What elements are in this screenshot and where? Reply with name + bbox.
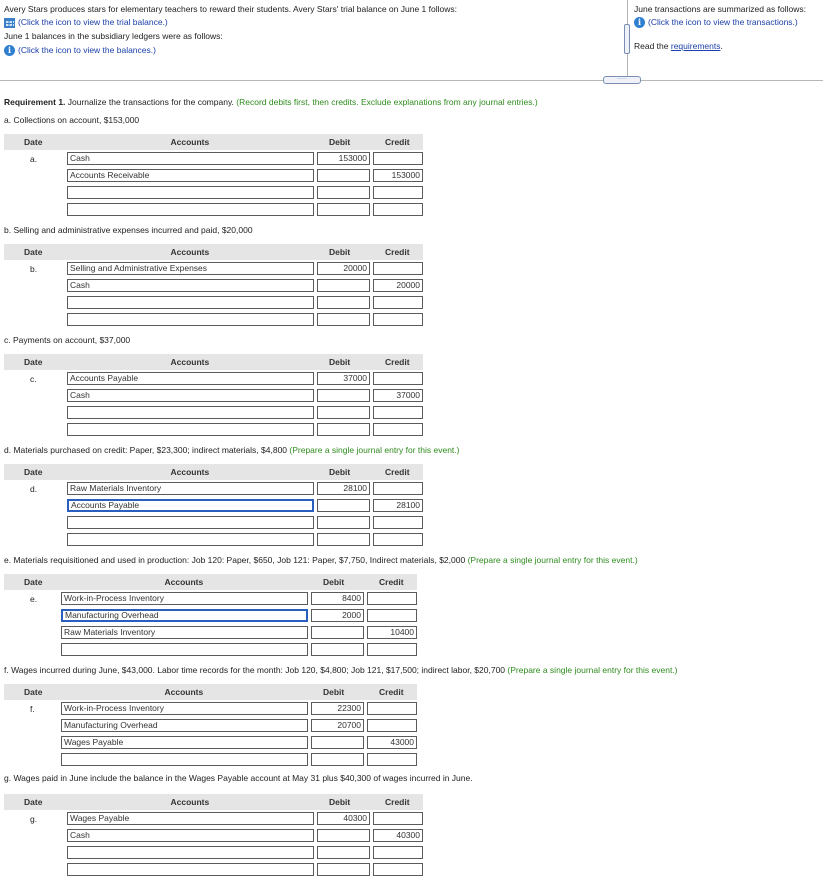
entry-prompt-text: g. Wages paid in June include the balance in the Wages Payable account at May 31 plus $40,300 of wages incurred in June. [4,773,473,783]
debit-input[interactable] [317,533,370,546]
credit-input[interactable] [367,702,417,715]
credit-input[interactable] [373,186,423,199]
debit-input[interactable]: 8400 [311,592,364,605]
account-input[interactable] [61,753,308,766]
debit-input[interactable] [317,279,370,292]
header-debit: Debit [323,687,345,697]
account-input[interactable] [67,186,314,199]
entry-prompt-note: (Prepare a single journal entry for this event.) [287,445,460,455]
credit-input[interactable]: 20000 [373,279,423,292]
header-debit: Debit [329,797,351,807]
debit-input[interactable] [311,643,364,656]
credit-input[interactable] [373,863,423,876]
credit-input[interactable]: 28100 [373,499,423,512]
entry-prompt [4,225,253,236]
header-credit: Credit [379,577,404,587]
credit-input[interactable] [373,423,423,436]
table-icon[interactable] [4,18,15,28]
balances-link[interactable]: i (Click the icon to view the balances.) [4,45,156,56]
account-input[interactable] [67,203,314,216]
credit-input[interactable]: 153000 [373,169,423,182]
debit-input[interactable] [317,203,370,216]
entry-prompt [4,445,459,456]
entry-prompt [4,115,139,126]
debit-input[interactable] [311,626,364,639]
account-input[interactable] [67,863,314,876]
requirement-line: Requirement 1. Journalize the transactions for the company. (Record debits first, then credits. Exclude explanations from any journal entries.) [4,97,538,107]
panel-resize-handle[interactable] [624,24,630,54]
credit-input[interactable]: 37000 [373,389,423,402]
info-icon[interactable]: i [4,45,15,56]
account-input[interactable] [67,423,314,436]
debit-input[interactable] [317,169,370,182]
debit-input[interactable]: 2000 [311,609,364,622]
credit-input[interactable] [367,609,417,622]
debit-input[interactable] [317,829,370,842]
credit-input[interactable] [367,592,417,605]
journal-header [4,464,423,480]
credit-input[interactable]: 10400 [367,626,417,639]
requirements-link[interactable]: requirements [670,41,721,51]
credit-input[interactable] [373,812,423,825]
transactions-link[interactable]: i (Click the icon to view the transactions.) [634,17,798,28]
credit-input[interactable] [373,313,423,326]
entry-label: c. [30,374,37,384]
header-credit: Credit [385,357,410,367]
entry-prompt-text: a. Collections on account, $153,000 [4,115,140,125]
journal-header [4,794,423,810]
credit-input[interactable] [367,753,417,766]
header-accounts: Accounts [170,797,210,807]
journal-header [4,684,417,700]
credit-input[interactable] [367,719,417,732]
header-credit: Credit [379,687,404,697]
account-input[interactable]: Raw Materials Inventory [67,482,314,495]
debit-input[interactable] [317,313,370,326]
credit-input[interactable] [373,203,423,216]
account-input[interactable] [67,846,314,859]
header-credit: Credit [385,797,410,807]
journal-header [4,574,417,590]
header-date: Date [24,357,43,367]
account-input[interactable]: Cash [67,829,314,842]
account-input[interactable]: Wages Payable [67,812,314,825]
account-input[interactable]: Cash [67,152,314,165]
entry-prompt-text: e. Materials requisitioned and used in production: Job 120: Paper, $650, Job 121: Paper, $7,750, Indirect materials, $2,000 [4,555,466,565]
header-credit: Credit [385,247,410,257]
read-requirements: Read the requirements. [634,41,723,51]
intro-text: Avery Stars produces stars for elementary teachers to reward their students. Avery Stars' trial balance on June 1 follows: [4,4,457,14]
debit-input[interactable]: 40300 [317,812,370,825]
credit-input[interactable] [373,152,423,165]
header-credit: Credit [385,137,410,147]
header-date: Date [24,467,43,477]
debit-input[interactable] [311,736,364,749]
account-input[interactable]: Selling and Administrative Expenses [67,262,314,275]
debit-input[interactable]: 37000 [317,372,370,385]
debit-input[interactable]: 22300 [311,702,364,715]
debit-input[interactable] [311,753,364,766]
credit-input[interactable] [373,482,423,495]
header-date: Date [24,137,43,147]
account-input[interactable] [61,643,308,656]
debit-input[interactable] [317,499,370,512]
credit-input[interactable]: 40300 [373,829,423,842]
account-input[interactable]: Manufacturing Overhead [61,719,308,732]
debit-input[interactable] [317,389,370,402]
account-input[interactable] [67,406,314,419]
debit-input[interactable] [317,516,370,529]
account-input[interactable] [67,516,314,529]
entry-label: b. [30,264,38,274]
credit-input[interactable] [373,533,423,546]
entry-prompt-note: (Prepare a single journal entry for this event.) [465,555,638,565]
account-input[interactable] [67,313,314,326]
header-date: Date [24,247,43,257]
debit-input[interactable] [317,296,370,309]
entry-label: a. [30,154,38,164]
header-accounts: Accounts [164,577,204,587]
header-debit: Debit [329,357,351,367]
trial-balance-link[interactable]: (Click the icon to view the trial balance.) [4,17,168,28]
entry-prompt [4,335,130,346]
credit-input[interactable] [367,643,417,656]
header-debit: Debit [329,137,351,147]
account-input[interactable]: Work-in-Process Inventory [61,702,308,715]
entry-prompt [4,773,473,784]
entry-prompt-text: b. Selling and administrative expenses incurred and paid, $20,000 [4,225,253,235]
debit-input[interactable]: 28100 [317,482,370,495]
debit-input[interactable]: 20700 [311,719,364,732]
credit-input[interactable] [373,516,423,529]
credit-input[interactable]: 43000 [367,736,417,749]
header-accounts: Accounts [170,467,210,477]
account-input[interactable]: Manufacturing Overhead [61,609,308,622]
header-accounts: Accounts [170,357,210,367]
credit-input[interactable] [373,296,423,309]
info-icon[interactable]: i [634,17,645,28]
journal-header [4,354,423,370]
journal-header [4,134,423,150]
account-input[interactable] [67,296,314,309]
debit-input[interactable] [317,846,370,859]
entry-prompt [4,665,678,676]
header-accounts: Accounts [170,137,210,147]
header-accounts: Accounts [170,247,210,257]
debit-input[interactable] [317,423,370,436]
debit-input[interactable]: 153000 [317,152,370,165]
header-debit: Debit [323,577,345,587]
credit-input[interactable] [373,262,423,275]
header-debit: Debit [329,247,351,257]
header-date: Date [24,797,43,807]
entry-label: f. [30,704,35,714]
header-credit: Credit [385,467,410,477]
journal-header [4,244,423,260]
debit-input[interactable] [317,863,370,876]
entry-label: d. [30,484,38,494]
account-input[interactable]: Accounts Receivable [67,169,314,182]
entry-label: g. [30,814,38,824]
debit-input[interactable] [317,186,370,199]
entry-prompt-text: c. Payments on account, $37,000 [4,335,131,345]
account-input[interactable] [67,533,314,546]
entry-prompt-text: d. Materials purchased on credit: Paper, $23,300; indirect materials, $4,800 [4,445,288,455]
header-date: Date [24,687,43,697]
credit-input[interactable] [373,406,423,419]
entry-prompt-note: (Prepare a single journal entry for this event.) [505,665,678,675]
account-input[interactable]: Work-in-Process Inventory [61,592,308,605]
debit-input[interactable]: 20000 [317,262,370,275]
header-date: Date [24,577,43,587]
credit-input[interactable] [373,372,423,385]
header-debit: Debit [329,467,351,477]
account-input[interactable]: Wages Payable [61,736,308,749]
account-input[interactable]: Cash [67,389,314,402]
entry-prompt [4,555,638,566]
splitter-handle[interactable]: ····· [603,76,641,84]
entry-label: e. [30,594,38,604]
debit-input[interactable] [317,406,370,419]
account-input[interactable]: Cash [67,279,314,292]
entry-prompt-text: f. Wages incurred during June, $43,000. Labor time records for the month: Job 120, $4,800; Job 121, $17,500; indirect labor, $20,700 [4,665,506,675]
account-input[interactable]: Accounts Payable [67,499,314,512]
credit-input[interactable] [373,846,423,859]
subsidiary-text: June 1 balances in the subsidiary ledgers were as follows: [4,31,223,41]
right-intro-text: June transactions are summarized as follows: [634,4,806,14]
header-accounts: Accounts [164,687,204,697]
account-input[interactable]: Accounts Payable [67,372,314,385]
account-input[interactable]: Raw Materials Inventory [61,626,308,639]
section-divider [0,80,823,81]
